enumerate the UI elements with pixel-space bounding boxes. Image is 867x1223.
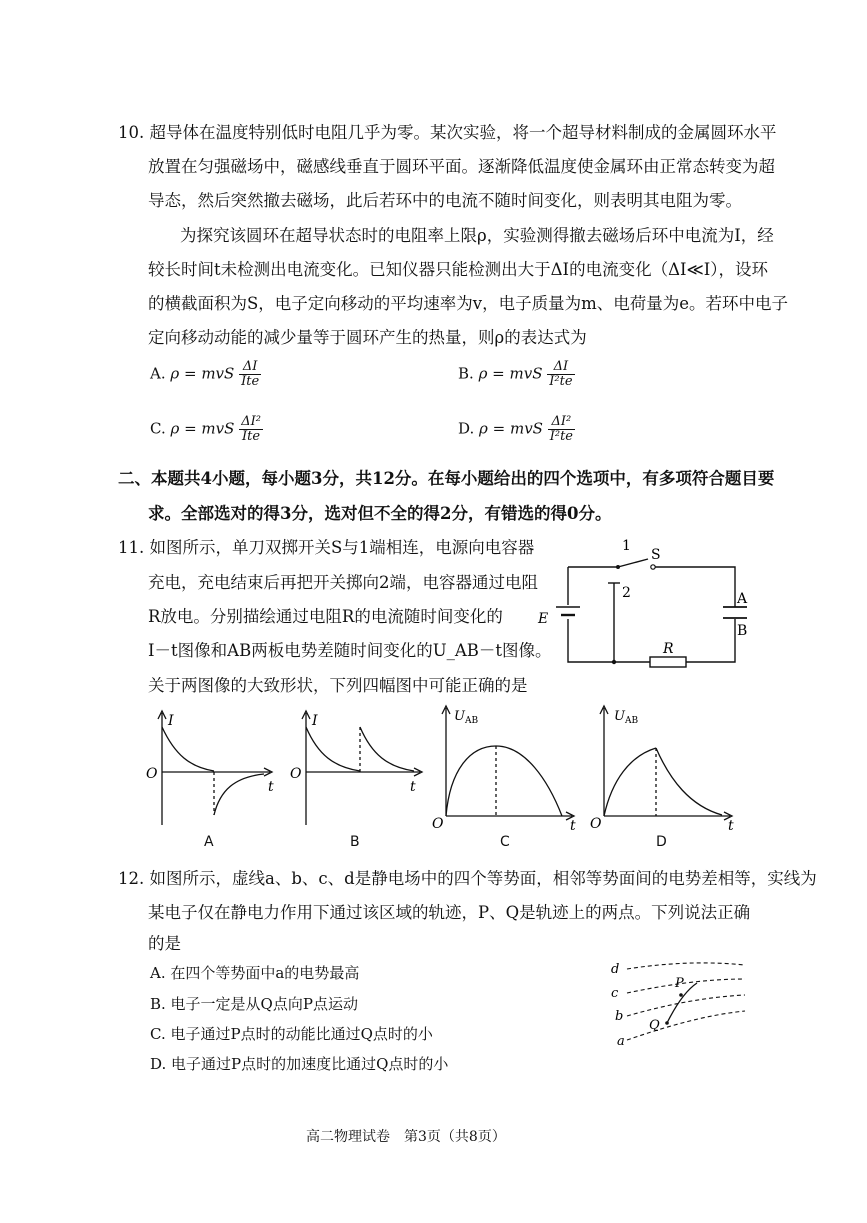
graph-d — [590, 700, 740, 830]
graph-c-ylabel-sub: AB — [464, 716, 479, 726]
fraction-numerator: ΔI² — [548, 415, 575, 430]
option-formula: ρ = mvS — [479, 419, 543, 438]
formula-fraction — [548, 415, 575, 444]
option-formula: ρ = mvS — [170, 419, 235, 438]
equipotential-line-a — [627, 1011, 745, 1040]
q11-line-2: 充电，充电结束后再把开关掷向2端，电容器通过电阻 — [148, 573, 538, 592]
equipotential-line-d — [627, 963, 745, 969]
equipotential-line-b — [627, 995, 745, 1016]
fraction-numerator: ΔI — [547, 360, 574, 375]
section2-line-1: 二、本题共4小题，每小题3分，共12分。在每小题给出的四个选项中，有多项符合题目要 — [118, 469, 775, 488]
resistor-label: R — [663, 641, 674, 657]
q12-line-2: 某电子仅在静电力作用下通过该区域的轨迹，P、Q是轨迹上的两点。下列说法正确 — [148, 903, 751, 922]
q11-line-1: 11. 如图所示，单刀双掷开关S与1端相连，电源向电容器 — [118, 538, 535, 557]
option-label: C. — [150, 419, 166, 438]
q11-line-4: I－t图像和AB两板电势差随时间变化的U_AB－t图像。 — [148, 641, 552, 660]
q12-option-c[interactable]: C. 电子通过P点时的动能比通过Q点时的小 — [150, 1025, 433, 1043]
q10-line-5: 较长时间t未检测出电流变化。已知仪器只能检测出大于ΔI的电流变化（ΔI≪I），设环 — [148, 260, 769, 279]
graph-c — [430, 700, 580, 830]
q12-line-3: 的是 — [148, 934, 181, 953]
graph-b-xlabel: t — [410, 779, 416, 795]
equipotential-diagram — [605, 955, 755, 1050]
q10-line-2: 放置在匀强磁场中，磁感线垂直于圆环平面。逐渐降低温度使金属环由正常态转变为超 — [148, 157, 775, 176]
graph-d-xlabel: t — [728, 818, 734, 830]
formula-fraction — [239, 360, 261, 389]
q12-option-a[interactable]: A. 在四个等势面中a的电势最高 — [150, 964, 360, 982]
q10-line-7: 定向移动动能的减少量等于圆环产生的热量，则ρ的表达式为 — [148, 328, 587, 347]
formula-fraction — [239, 415, 263, 444]
graph-a-ylabel: I — [168, 713, 174, 729]
option-formula: ρ = mvS — [170, 364, 235, 383]
fraction-numerator: ΔI — [239, 360, 261, 375]
graph-b-ylabel: I — [312, 713, 318, 729]
line-d-label: d — [611, 962, 620, 977]
switch-label: S — [651, 547, 661, 563]
source-label: E — [538, 611, 549, 627]
graph-c-caption: C — [500, 834, 510, 850]
graph-d-origin: O — [590, 816, 602, 830]
option-label: B. — [458, 364, 474, 383]
graph-d-ylabel-sub: AB — [624, 716, 639, 726]
section2-line-2: 求。全部选对的得3分，选对但不全的得2分，有错选的得0分。 — [148, 504, 612, 523]
fraction-denominator: Ite — [242, 429, 261, 444]
q10-option-d[interactable] — [458, 415, 575, 444]
fraction-denominator: I²te — [549, 374, 573, 389]
plate-b-label: B — [737, 623, 748, 639]
q12-option-d[interactable]: D. 电子通过P点时的加速度比通过Q点时的小 — [150, 1055, 449, 1073]
switch-terminal-2-label: 2 — [622, 585, 631, 601]
q11-line-3: R放电。分别描绘通过电阻R的电流随时间变化的 — [148, 607, 503, 626]
graph-b — [290, 705, 430, 830]
graph-b-caption: B — [350, 834, 360, 850]
graph-c-origin: O — [432, 816, 444, 830]
plate-a-label: A — [737, 591, 748, 607]
graph-a — [140, 705, 280, 830]
graph-d-ylabel-main: U — [614, 709, 625, 724]
page-footer: 高二物理试卷 第3页（共8页） — [306, 1129, 506, 1145]
graph-c-ylabel — [454, 709, 478, 726]
graph-a-origin: O — [146, 766, 158, 782]
switch-terminal-1-label: 1 — [622, 538, 631, 554]
line-b-label: b — [615, 1009, 624, 1024]
graph-b-origin: O — [290, 766, 302, 782]
graph-a-xlabel: t — [268, 779, 274, 795]
formula-fraction — [547, 360, 574, 389]
q10-line-3: 导态，然后突然撤去磁场，此后若环中的电流不随时间变化，则表明其电阻为零。 — [148, 191, 742, 210]
equipotential-line-c — [627, 979, 745, 993]
circuit-diagram — [530, 535, 760, 670]
option-formula: ρ = mvS — [478, 364, 543, 383]
graph-d-ylabel — [614, 709, 638, 726]
fraction-denominator: I²te — [549, 429, 573, 444]
graph-a-caption: A — [204, 834, 214, 850]
q10-line-4: 为探究该圆环在超导状态时的电阻率上限ρ，实验测得撤去磁场后环中电流为I，经 — [180, 226, 774, 245]
q10-option-c[interactable] — [150, 415, 263, 444]
q12-option-b[interactable]: B. 电子一定是从Q点向P点运动 — [150, 995, 358, 1013]
fraction-numerator: ΔI² — [241, 414, 261, 429]
q10-option-b[interactable] — [458, 360, 575, 389]
option-label: A. — [150, 364, 166, 383]
q10-option-a[interactable] — [150, 360, 261, 389]
graph-c-ylabel-main: U — [454, 709, 465, 724]
point-q-label: Q — [649, 1018, 660, 1033]
graph-c-xlabel: t — [570, 818, 576, 830]
fraction-denominator: Ite — [241, 374, 260, 389]
graph-d-caption: D — [656, 834, 667, 850]
point-p-label: P — [675, 976, 684, 991]
line-a-label: a — [617, 1034, 625, 1049]
q11-line-5: 关于两图像的大致形状，下列四幅图中可能正确的是 — [148, 676, 528, 695]
q10-line-6: 的横截面积为S，电子定向移动的平均速率为v，电子质量为m、电荷量为e。若环中电子 — [148, 294, 789, 313]
q10-line-1: 10. 超导体在温度特别低时电阻几乎为零。某次实验，将一个超导材料制成的金属圆环水平 — [118, 123, 777, 142]
option-label: D. — [458, 419, 475, 438]
q12-line-1: 12. 如图所示，虚线a、b、c、d是静电场中的四个等势面，相邻等势面间的电势差相等，实线为 — [118, 869, 817, 888]
line-c-label: c — [611, 986, 619, 1001]
